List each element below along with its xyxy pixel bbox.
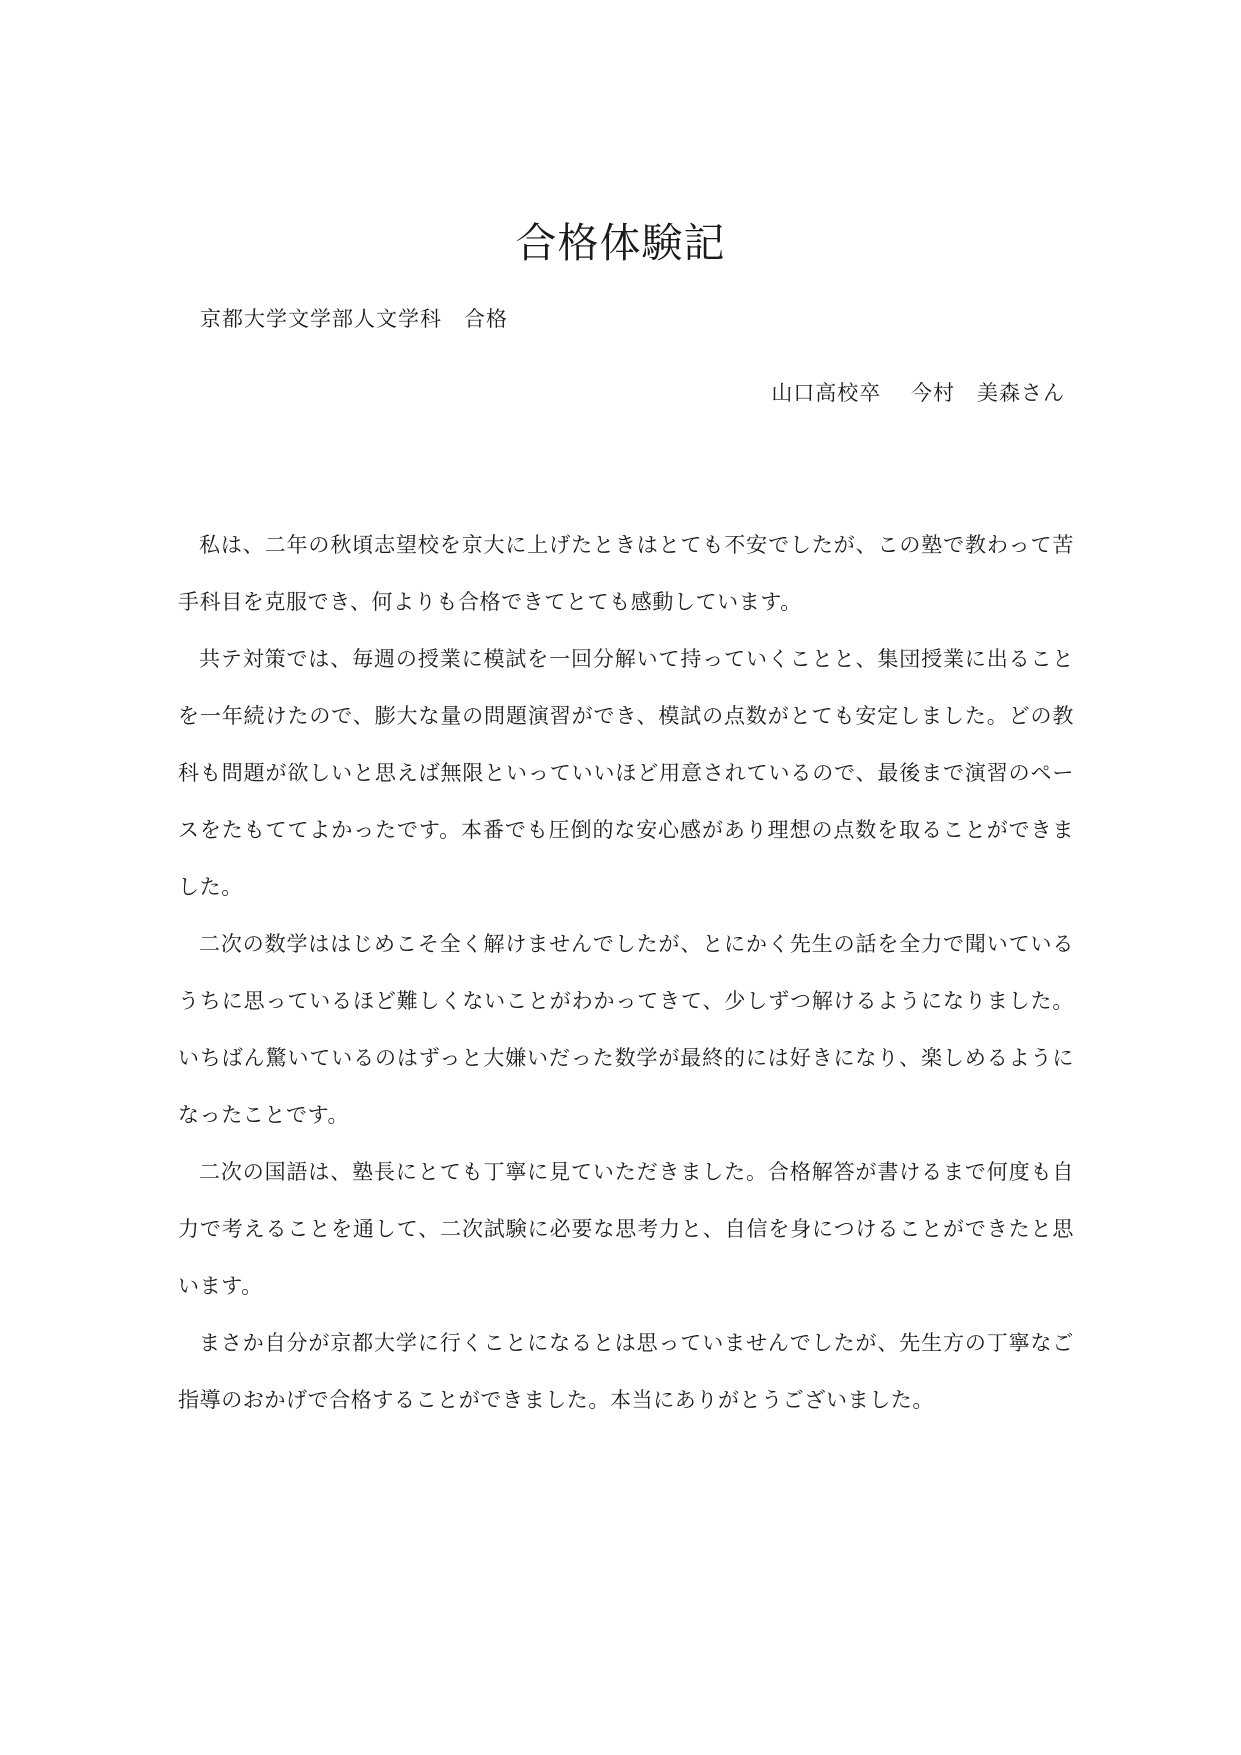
author-line: 山口高校卒 今村 美森さん [771, 381, 1065, 405]
body-text [178, 517, 1074, 1429]
paragraph-1: 私は、二年の秋頃志望校を京大に上げたときはとても不安でしたが、この塾で教わって苦手科目を克服でき、何よりも合格できてとても感動しています。 [178, 533, 1074, 614]
document-title: 合格体験記 [515, 219, 726, 267]
paragraph-2: 共テ対策では、毎週の授業に模試を一回分解いて持っていくことと、集団授業に出ることを一年続けたので、膨大な量の問題演習ができ、模試の点数がとても安定しました。どの教科も問題が欲しいと思えば無限といっていいほど用意されているので、最後まで演習のペースをたもててよかったです。本番でも圧倒的な安心感があり理想の点数を取ることができました。 [178, 647, 1074, 899]
paragraph-5: まさか自分が京都大学に行くことになるとは思っていませんでしたが、先生方の丁寧なご指導のおかげで合格することができました。本当にありがとうございました。 [178, 1331, 1074, 1412]
faculty-line: 京都大学文学部人文学科 合格 [200, 307, 508, 331]
paragraph-3: 二次の数学ははじめこそ全く解けませんでしたが、とにかく先生の話を全力で聞いているうちに思っているほど難しくないことがわかってきて、少しずつ解けるようになりました。いちばん驚いているのはずっと大嫌いだった数学が最終的には好きになり、楽しめるようになったことです。 [178, 932, 1074, 1127]
paragraph-4: 二次の国語は、塾長にとても丁寧に見ていただきました。合格解答が書けるまで何度も自力で考えることを通して、二次試験に必要な思考力と、自信を身につけることができたと思います。 [178, 1160, 1074, 1298]
